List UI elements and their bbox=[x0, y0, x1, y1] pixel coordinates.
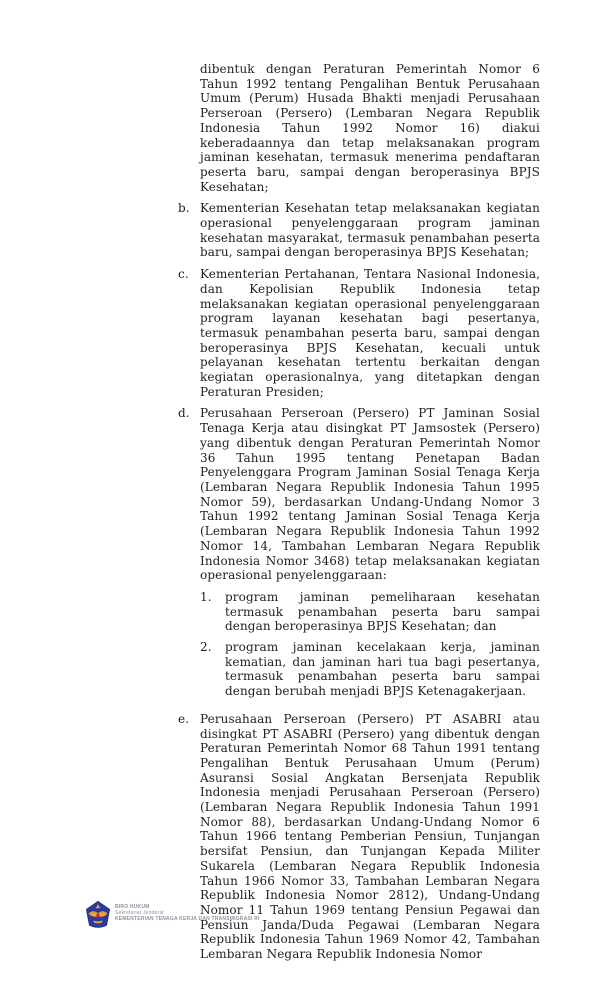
list-item-text: Perusahaan Perseroan (Persero) PT ASABRI atau disingkat PT ASABRI (Persero) yang dibentuk dengan Peraturan Pemerintah Nomor 68 Tahun 1991 tentang Pengalihan Bentuk Perusahaan Umum (Perum) Asuransi Sosial Angkatan Bersenjata Republik Indonesia menjadi Perusahaan Perseroan (Persero) (Lembaran Negara Republik Indonesia Tahun 1991 Nomor 88), berdasarkan Undang-Undang Nomor 6 Tahun 1966 tentang Pemberian Pensiun, Tunjangan bersifat Pensiun, dan Tunjangan Kepada Militer Sukarela (Lembaran Negara Republik Indonesia Tahun 1966 Nomor 33, Tambahan Lembaran Negara Republik Indonesia Nomor 2812), Undang-Undang Nomor 11 Tahun 1969 tentang Pensiun Pegawai dan Pensiun Janda/Duda Pegawai (Lembaran Negara Republik Indonesia Tahun 1969 Nomor 42, Tambahan Lembaran Negara Republik Indonesia Nomor bbox=[200, 711, 540, 962]
sublist-item-label: 1. bbox=[200, 589, 212, 604]
list-item-label: e. bbox=[178, 711, 190, 726]
list-item-d bbox=[178, 406, 540, 704]
sublist-item-text: program jaminan kecelakaan kerja, jaminan kematian, dan jaminan hari tua bagi pesertanya, termasuk penambahan peserta baru sampai dengan berubah menjadi BPJS Ketenagakerjaan. bbox=[225, 640, 540, 699]
list-item-label: b. bbox=[178, 201, 190, 216]
document-body bbox=[178, 62, 540, 969]
continuation-paragraph: dibentuk dengan Peraturan Pemerintah Nomor 6 Tahun 1992 tentang Pengalihan Bentuk Perusahaan Umum (Perum) Husada Bhakti menjadi Perusahaan Perseroan (Persero) (Lembaran Negara Republik Indonesia Tahun 1992 Nomor 16) diakui keberadaannya dan tetap melaksanakan program jaminan kesehatan, termasuk menerima pendaftaran peserta baru, sampai dengan beroperasinya BPJS Kesehatan; bbox=[200, 62, 540, 194]
footer-ministry: KEMENTERIAN TENAGA KERJA DAN TRANSMIGRASI RI bbox=[115, 916, 260, 922]
list-item-label: c. bbox=[178, 267, 189, 282]
sublist-item-2 bbox=[200, 640, 540, 699]
footer-secretariat: Sekretariat Jenderal bbox=[115, 910, 164, 916]
numbered-sublist bbox=[200, 590, 540, 699]
list-item-text: Kementerian Pertahanan, Tentara Nasional Indonesia, dan Kepolisian Republik Indonesia tetap melaksanakan kegiatan operasional penyelenggaraan program layanan kesehatan bagi pesertanya, termasuk penambahan peserta baru, sampai dengan beroperasinya BPJS Kesehatan, kecuali untuk pelayanan kesehatan tertentu berkaitan dengan kegiatan operasionalnya, yang ditetapkan dengan Peraturan Presiden; bbox=[200, 267, 540, 399]
list-item-text: Perusahaan Perseroan (Persero) PT Jaminan Sosial Tenaga Kerja atau disingkat PT Jamsostek (Persero) yang dibentuk dengan Peraturan Pemerintah Nomor 36 Tahun 1995 tentang Penetapan Badan Penyelenggara Program Jaminan Sosial Tenaga Kerja (Lembaran Negara Republik Indonesia Tahun 1995 Nomor 59), berdasarkan Undang-Undang Nomor 3 Tahun 1992 tentang Jaminan Sosial Tenaga Kerja (Lembaran Negara Republik Indonesia Tahun 1992 Nomor 14, Tambahan Lembaran Negara Republik Indonesia Nomor 3468) tetap melaksanakan kegiatan operasional penyelenggaraan: bbox=[200, 406, 540, 583]
list-item-text: Kementerian Kesehatan tetap melaksanakan kegiatan operasional penyelenggaraan program jaminan kesehatan masyarakat, termasuk penambahan peserta baru, sampai dengan beroperasinya BPJS Kesehatan; bbox=[200, 201, 540, 260]
list-item-c bbox=[178, 267, 540, 399]
list-item-b bbox=[178, 201, 540, 260]
footer-org-text bbox=[115, 901, 260, 922]
sublist-item-text: program jaminan pemeliharaan kesehatan termasuk penambahan peserta baru sampai dengan beroperasinya BPJS Kesehatan; dan bbox=[225, 589, 540, 634]
footer bbox=[85, 901, 260, 928]
ministry-emblem-icon bbox=[85, 901, 111, 928]
list-item-label: d. bbox=[178, 406, 190, 421]
footer-bureau: BIRO HUKUM bbox=[115, 904, 150, 910]
sublist-item-label: 2. bbox=[200, 640, 212, 655]
sublist-item-1 bbox=[200, 590, 540, 634]
